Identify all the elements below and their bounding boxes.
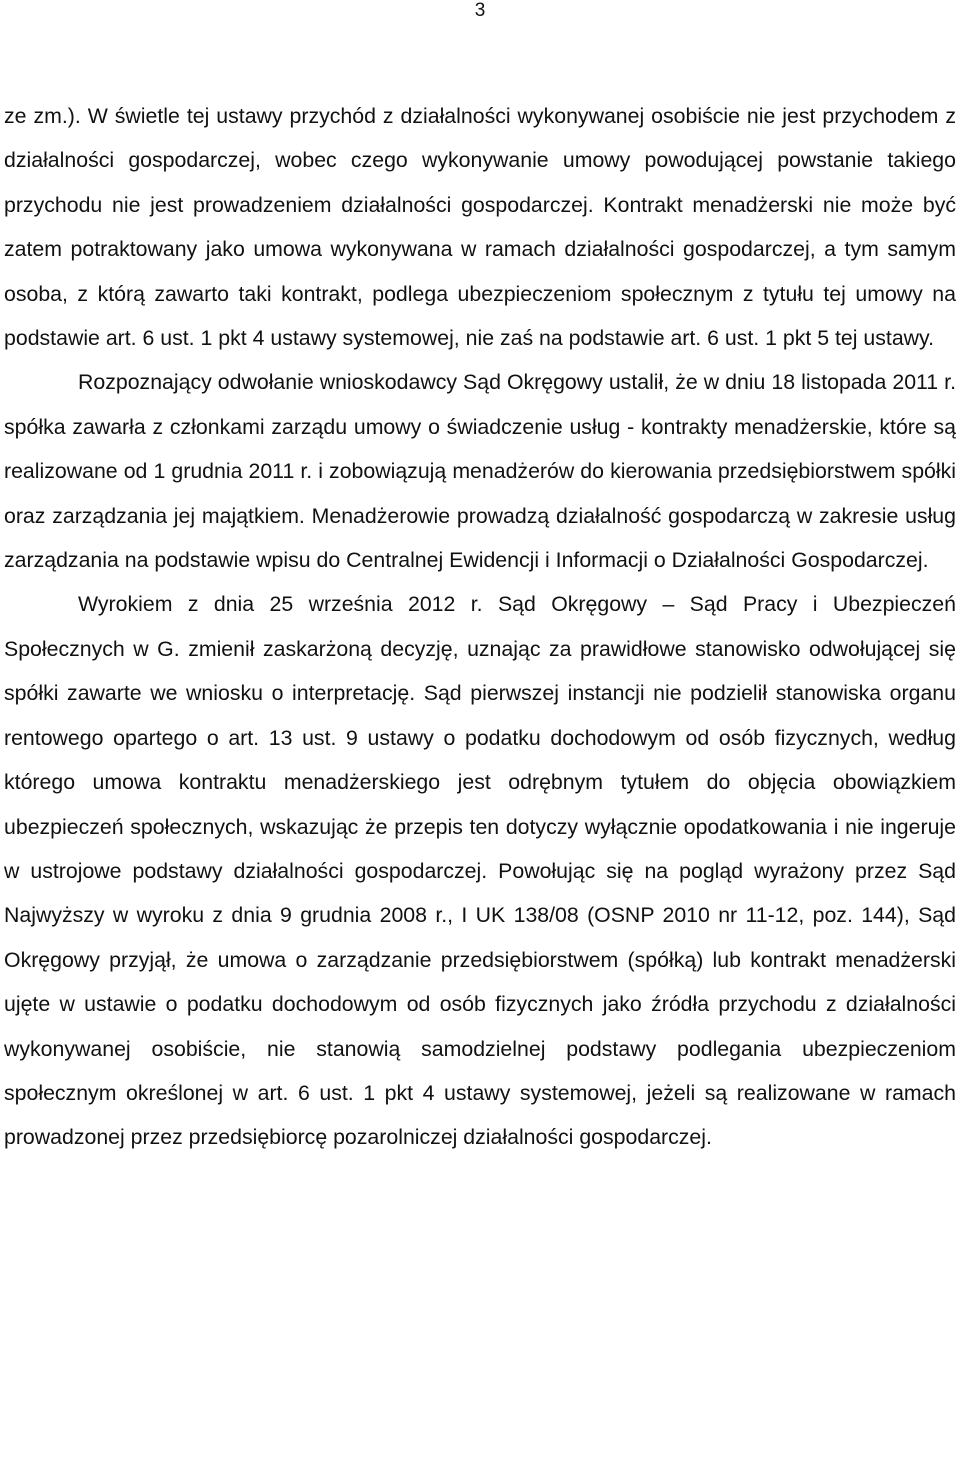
document-body <box>4 94 956 1160</box>
page-number: 3 <box>474 0 486 21</box>
paragraph-continuation: ze zm.). W świetle tej ustawy przychód z działalności wykonywanej osobiście nie jest przychodem z działalności gospodarczej, wobec czego wykonywanie umowy powodującej powstanie takiego przychodu nie jest prowadzeniem działalności gospodarczej. Kontrakt menadżerski nie może być zatem potraktowany jako umowa wykonywana w ramach działalności gospodarczej, a tym samym osoba, z którą zawarto taki kontrakt, podlega ubezpieczeniom społecznym z tytułu tej umowy na podstawie art. 6 ust. 1 pkt 4 ustawy systemowej, nie zaś na podstawie art. 6 ust. 1 pkt 5 tej ustawy. <box>4 104 956 351</box>
paragraph-court-findings: Rozpoznający odwołanie wnioskodawcy Sąd Okręgowy ustalił, że w dniu 18 listopada 2011 r. spółka zawarła z członkami zarządu umowy o świadczenie usług - kontrakty menadżerskie, które są realizowane od 1 grudnia 2011 r. i zobowiązują menadżerów do kierowania przedsiębiorstwem spółki oraz zarządzania jej majątkiem. Menadżerowie prowadzą działalność gospodarczą w zakresie usług zarządzania na podstawie wpisu do Centralnej Ewidencji i Informacji o Działalności Gospodarczej. <box>4 370 956 573</box>
paragraph-judgment: Wyrokiem z dnia 25 września 2012 r. Sąd Okręgowy – Sąd Pracy i Ubezpieczeń Społecznych w G. zmienił zaskarżoną decyzję, uznając za prawidłowe stanowisko odwołującej się spółki zawarte we wniosku o interpretację. Sąd pierwszej instancji nie podzielił stanowiska organu rentowego opartego o art. 13 ust. 9 ustawy o podatku dochodowym od osób fizycznych, według którego umowa kontraktu menadżerskiego jest odrębnym tytułem do objęcia obowiązkiem ubezpieczeń społecznych, wskazując że przepis ten dotyczy wyłącznie opodatkowania i nie ingeruje w ustrojowe podstawy działalności gospodarczej. Powołując się na pogląd wyrażony przez Sąd Najwyższy w wyroku z dnia 9 grudnia 2008 r., I UK 138/08 (OSNP 2010 nr 11-12, poz. 144), Sąd Okręgowy przyjął, że umowa o zarządzanie przedsiębiorstwem (spółką) lub kontrakt menadżerski ujęte w ustawie o podatku dochodowym od osób fizycznych jako źródła przychodu z działalności wykonywanej osobiście, nie stanowią samodzielnej podstawy podlegania ubezpieczeniom społecznym określonej w art. 6 ust. 1 pkt 4 ustawy systemowej, jeżeli są realizowane w ramach prowadzonej przez przedsiębiorcę pozarolniczej działalności gospodarczej. <box>4 592 956 1150</box>
